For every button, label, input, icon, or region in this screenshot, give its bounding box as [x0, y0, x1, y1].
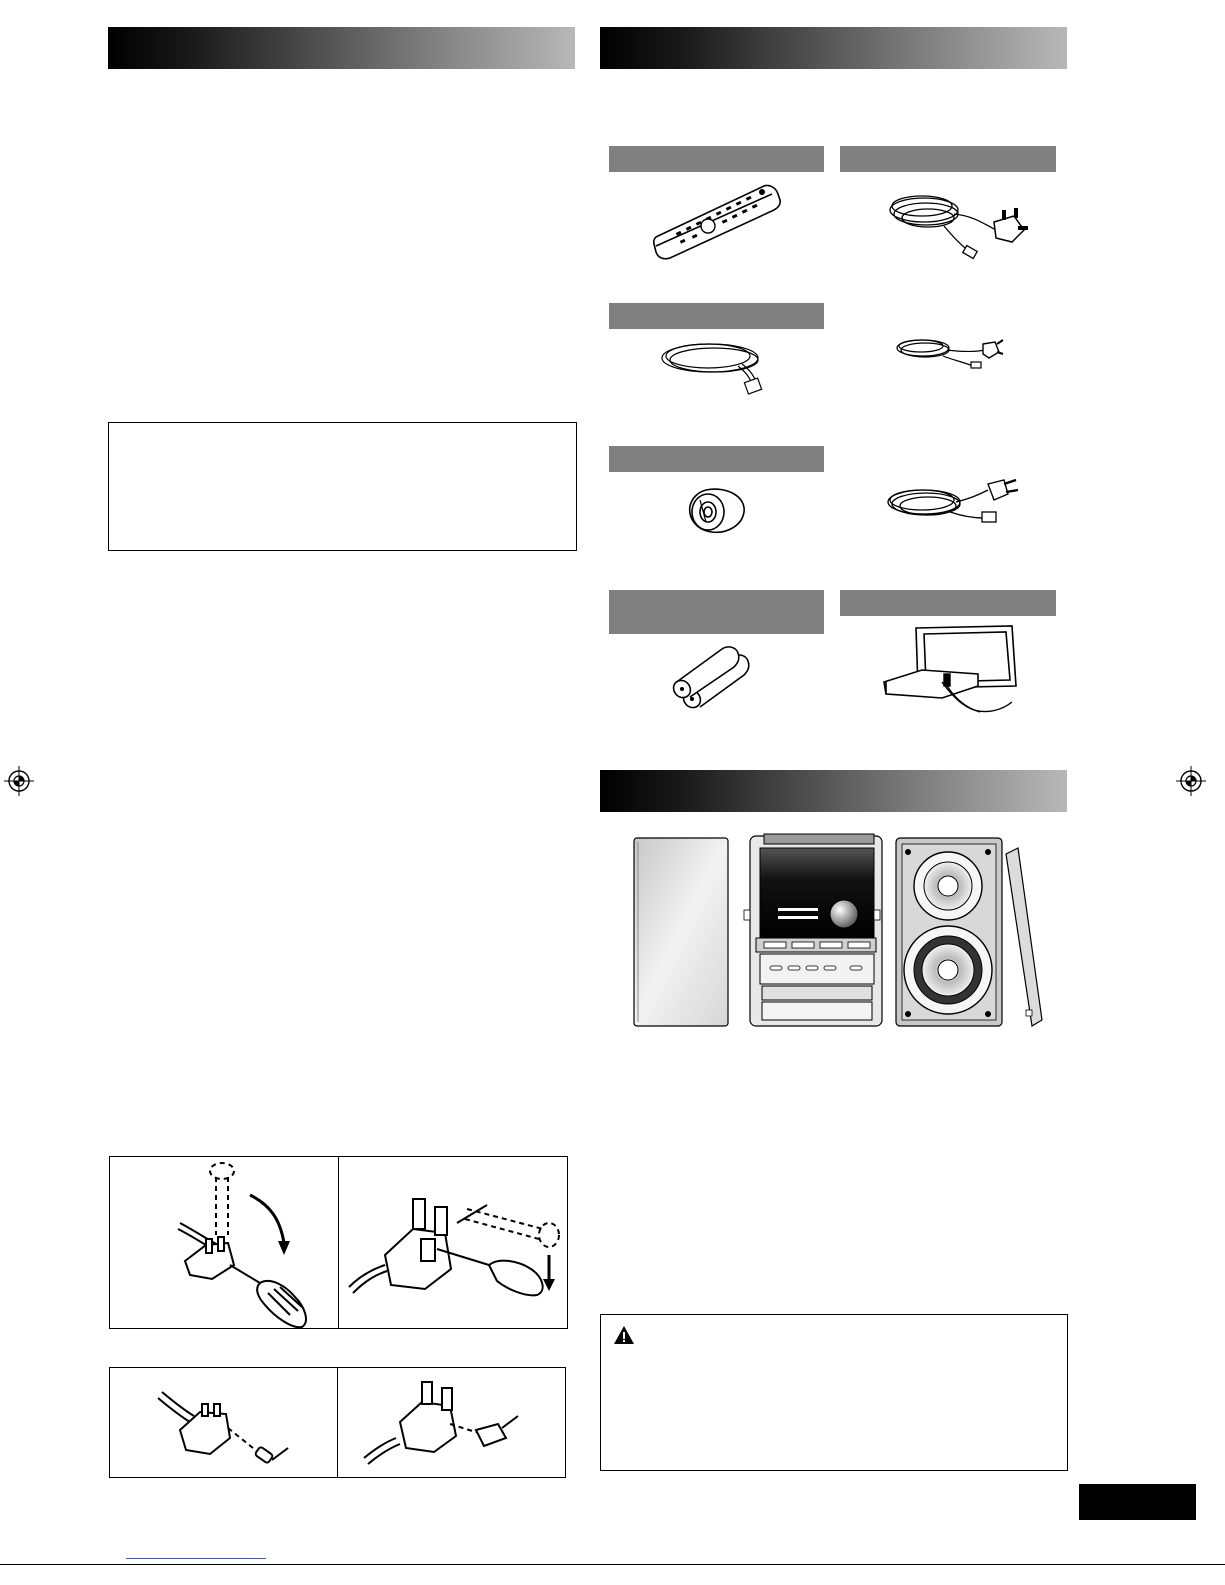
- batteries-icon: [668, 645, 760, 709]
- plug-fuse-cover-open-icon: [110, 1157, 339, 1328]
- accessory-label-mains-lead: [840, 146, 1056, 172]
- registration-mark-icon: [4, 766, 34, 796]
- warning-triangle-icon: [613, 1325, 635, 1345]
- plug-fuse-cover-icon: [338, 1368, 565, 1477]
- accessory-label-ferrite-core: [609, 446, 824, 472]
- speaker-icon: [896, 838, 1002, 1026]
- accessory-label-remote: [609, 146, 824, 172]
- accessory-label-am-loop: [840, 590, 1056, 616]
- main-unit-icon: [744, 834, 882, 1026]
- warning-box: [600, 1314, 1068, 1471]
- registration-mark-icon: [1176, 766, 1206, 796]
- accessory-label-batteries: [609, 590, 824, 634]
- notice-box: [108, 422, 577, 551]
- page-number-tab: [1079, 1484, 1196, 1520]
- remote-control-icon: [652, 180, 782, 262]
- footer-rule: [0, 1564, 1225, 1565]
- product-figure: [630, 834, 1050, 1030]
- left-section-header: [108, 27, 575, 69]
- plug-fuse-pry-icon: [339, 1157, 567, 1328]
- plug-figure-row-1: [109, 1156, 568, 1329]
- ferrite-core-icon: [686, 486, 750, 536]
- eu-mains-lead-icon: [884, 472, 1024, 532]
- speaker-grille-icon: [1006, 848, 1042, 1026]
- au-mains-lead-icon: [893, 334, 1007, 370]
- footer-link-underline: [126, 1558, 266, 1559]
- accessory-label-fm-antenna: [609, 303, 824, 329]
- side-panel-icon: [634, 838, 728, 1026]
- am-loop-antenna-icon: [882, 622, 1026, 716]
- fm-antenna-icon: [658, 336, 778, 400]
- accessories-header: [600, 27, 1067, 69]
- overview-header: [600, 770, 1067, 812]
- uk-mains-lead-icon: [884, 186, 1032, 260]
- plug-figure-row-2: [109, 1367, 566, 1478]
- plug-fuse-icon: [110, 1368, 338, 1477]
